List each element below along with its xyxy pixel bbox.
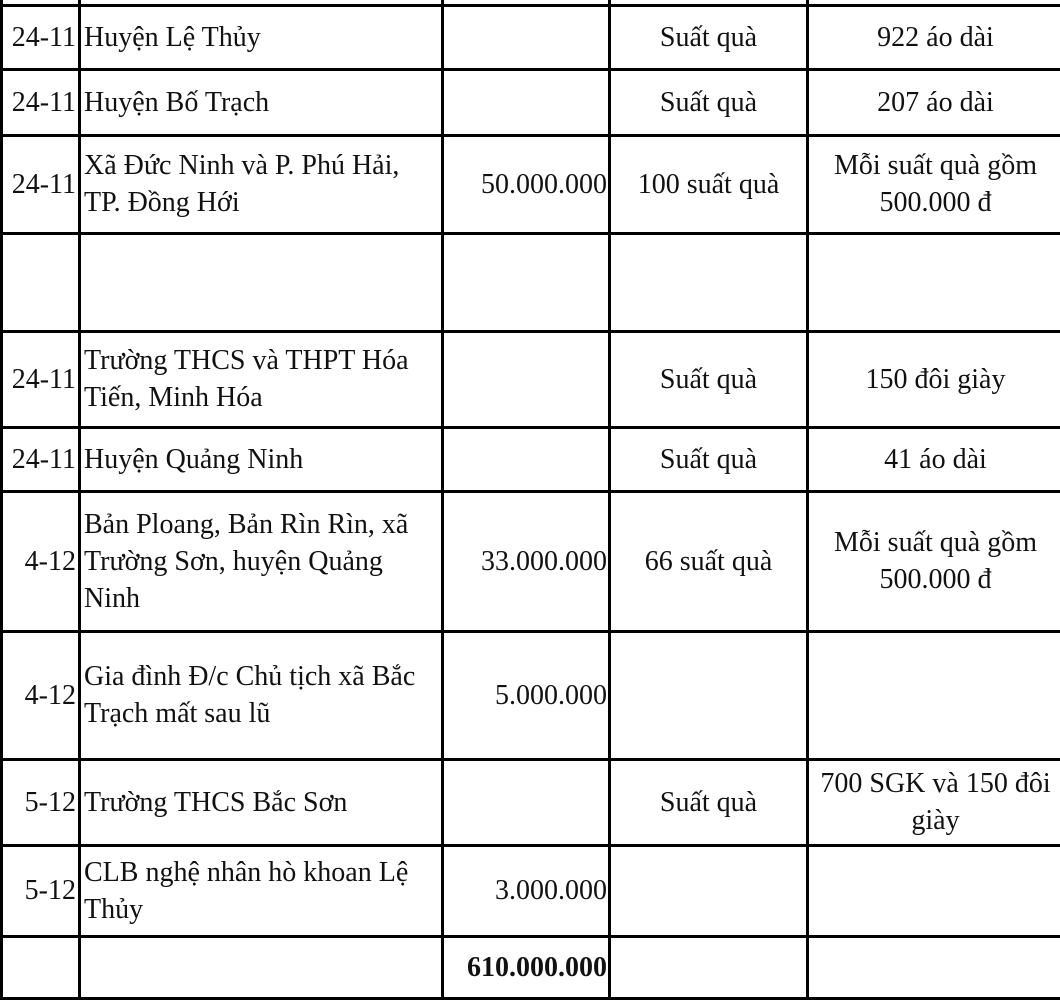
- date-cell: 4-12: [2, 491, 80, 631]
- recipient-cell: Huyện Bố Trạch: [80, 69, 443, 135]
- amount-cell: [443, 331, 610, 427]
- note-cell: Mỗi suất quà gồm 500.000 đ: [808, 135, 1060, 233]
- note-cell: 922 áo dài: [808, 5, 1060, 69]
- note-cell: [808, 845, 1060, 936]
- table-row: [2, 631, 1060, 759]
- total-row: [2, 936, 1060, 998]
- recipient-cell: [80, 233, 443, 331]
- total-amount-cell: 610.000.000: [443, 936, 610, 998]
- gift-cell: 66 suất quà: [610, 491, 808, 631]
- amount-cell: [443, 69, 610, 135]
- date-cell: 24-11: [2, 331, 80, 427]
- note-cell: [808, 936, 1060, 998]
- date-cell: 24-11: [2, 135, 80, 233]
- table-row: [2, 845, 1060, 936]
- note-cell: 207 áo dài: [808, 69, 1060, 135]
- gift-cell: Suất quà: [610, 427, 808, 491]
- note-cell: 150 đôi giày: [808, 331, 1060, 427]
- table-row: [2, 759, 1060, 845]
- note-cell: 700 SGK và 150 đôi giày: [808, 759, 1060, 845]
- amount-cell: [443, 759, 610, 845]
- table-row: [2, 69, 1060, 135]
- recipient-cell: Bản Ploang, Bản Rìn Rìn, xã Trường Sơn, huyện Quảng Ninh: [80, 491, 443, 631]
- note-cell: [808, 631, 1060, 759]
- date-cell: 24-11: [2, 5, 80, 69]
- table-row: [2, 5, 1060, 69]
- recipient-cell: Trường THCS Bắc Sơn: [80, 759, 443, 845]
- date-cell: 5-12: [2, 759, 80, 845]
- gift-cell: [610, 845, 808, 936]
- table-row: [2, 135, 1060, 233]
- table-row: [2, 427, 1060, 491]
- table-row: [2, 491, 1060, 631]
- recipient-cell: Xã Đức Ninh và P. Phú Hải, TP. Đồng Hới: [80, 135, 443, 233]
- recipient-cell: Huyện Quảng Ninh: [80, 427, 443, 491]
- note-cell: 41 áo dài: [808, 427, 1060, 491]
- gift-cell: Suất quà: [610, 5, 808, 69]
- date-cell: 24-11: [2, 69, 80, 135]
- gift-cell: 100 suất quà: [610, 135, 808, 233]
- date-cell: 24-11: [2, 427, 80, 491]
- recipient-cell: Gia đình Đ/c Chủ tịch xã Bắc Trạch mất sau lũ: [80, 631, 443, 759]
- recipient-cell: Huyện Lệ Thủy: [80, 5, 443, 69]
- gift-cell: Suất quà: [610, 69, 808, 135]
- amount-cell: [443, 233, 610, 331]
- amount-cell: 5.000.000: [443, 631, 610, 759]
- recipient-cell: CLB nghệ nhân hò khoan Lệ Thủy: [80, 845, 443, 936]
- date-cell: 5-12: [2, 845, 80, 936]
- gift-cell: Suất quà: [610, 759, 808, 845]
- amount-cell: 33.000.000: [443, 491, 610, 631]
- date-cell: 4-12: [2, 631, 80, 759]
- gift-cell: [610, 233, 808, 331]
- gift-cell: [610, 631, 808, 759]
- table-row: [2, 331, 1060, 427]
- amount-cell: [443, 5, 610, 69]
- gift-cell: [610, 936, 808, 998]
- note-cell: [808, 233, 1060, 331]
- amount-cell: 3.000.000: [443, 845, 610, 936]
- amount-cell: 50.000.000: [443, 135, 610, 233]
- amount-cell: [443, 427, 610, 491]
- date-cell: [2, 936, 80, 998]
- date-cell: [2, 233, 80, 331]
- recipient-cell: Trường THCS và THPT Hóa Tiến, Minh Hóa: [80, 331, 443, 427]
- note-cell: Mỗi suất quà gồm 500.000 đ: [808, 491, 1060, 631]
- gift-cell: Suất quà: [610, 331, 808, 427]
- recipient-cell: [80, 936, 443, 998]
- table-row: [2, 233, 1060, 331]
